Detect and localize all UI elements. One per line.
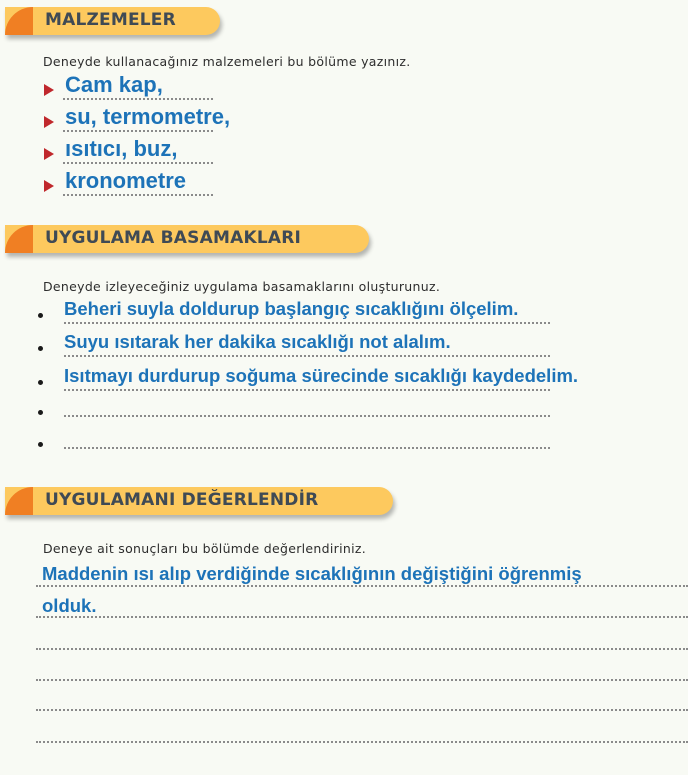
answer-line[interactable]	[64, 447, 550, 449]
evaluation-header	[5, 487, 393, 515]
answer-line[interactable]	[63, 194, 213, 196]
materials-item-text: su, termometre,	[65, 104, 231, 129]
evaluation-instruction: Deneye ait sonuçları bu bölümde değerlendiriniz.	[43, 541, 366, 556]
answer-line[interactable]	[36, 616, 688, 618]
bullet-icon	[38, 442, 43, 447]
bullet-icon	[38, 313, 43, 318]
answer-line[interactable]	[63, 162, 213, 164]
header-corner-decoration	[5, 225, 33, 253]
answer-line[interactable]	[36, 679, 688, 681]
answer-line[interactable]	[36, 709, 688, 711]
steps-instruction: Deneyde izleyeceğiniz uygulama basamaklarını oluşturunuz.	[43, 279, 441, 294]
answer-line[interactable]	[64, 389, 550, 391]
answer-line[interactable]	[64, 355, 550, 357]
triangle-marker-icon	[44, 84, 54, 96]
materials-item-text: ısıtıcı, buz,	[65, 136, 178, 161]
bullet-icon	[38, 380, 43, 385]
materials-title: MALZEMELER	[45, 10, 176, 30]
step-item-text: Isıtmayı durdurup soğuma sürecinde sıcaklığı kaydedelim.	[64, 365, 579, 386]
steps-header	[5, 225, 369, 253]
bullet-icon	[38, 346, 43, 351]
step-item-text: Beheri suyla doldurup başlangıç sıcaklığını ölçelim.	[64, 298, 519, 319]
answer-line[interactable]	[63, 130, 213, 132]
evaluation-line-text: Maddenin ısı alıp verdiğinde sıcaklığının değiştiğini öğrenmiş	[42, 563, 582, 584]
triangle-marker-icon	[44, 148, 54, 160]
evaluation-line-text: olduk.	[42, 595, 97, 616]
bullet-icon	[38, 410, 43, 415]
header-corner-decoration	[5, 7, 33, 35]
header-corner-decoration	[5, 487, 33, 515]
steps-title: UYGULAMA BASAMAKLARI	[45, 228, 302, 248]
step-item-text: Suyu ısıtarak her dakika sıcaklığı not alalım.	[64, 331, 451, 352]
materials-instruction: Deneyde kullanacağınız malzemeleri bu bölüme yazınız.	[43, 54, 411, 69]
answer-line[interactable]	[63, 98, 213, 100]
evaluation-title: UYGULAMANI DEĞERLENDİR	[45, 490, 319, 510]
triangle-marker-icon	[44, 116, 54, 128]
answer-line[interactable]	[36, 741, 688, 743]
materials-header	[5, 7, 220, 35]
answer-line[interactable]	[36, 585, 688, 587]
answer-line[interactable]	[64, 322, 550, 324]
materials-item-text: Cam kap,	[65, 72, 163, 97]
materials-item-text: kronometre	[65, 168, 187, 193]
answer-line[interactable]	[36, 648, 688, 650]
triangle-marker-icon	[44, 180, 54, 192]
answer-line[interactable]	[64, 415, 550, 417]
